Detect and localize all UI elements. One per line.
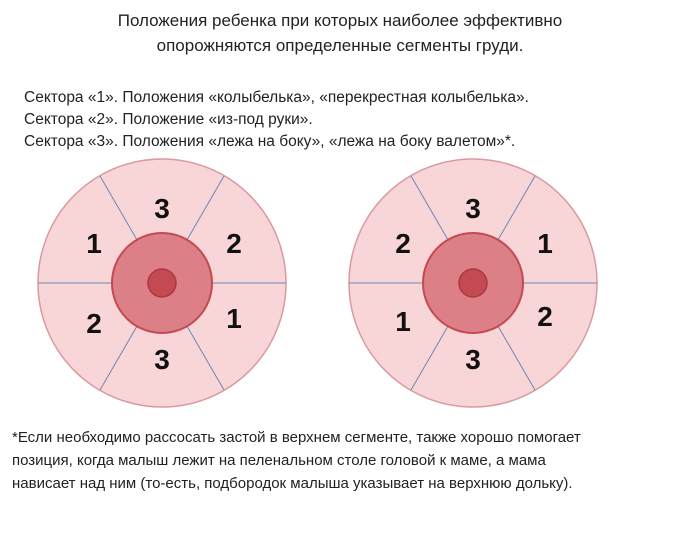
footnote: [12, 426, 672, 495]
footnote-line-2: позиция, когда малыш лежит на пеленальном столе головой к маме, а мама: [12, 452, 546, 469]
right-label-upper-left: 2: [395, 228, 411, 259]
left-breast: [38, 159, 286, 407]
right-label-upper-right: 1: [537, 228, 553, 259]
right-label-lower-right: 2: [537, 301, 553, 332]
footnote-line-3: нависает над ним (то-есть, подбородок малыша указывает на верхнюю дольку).: [12, 475, 573, 492]
right-label-lower-left: 1: [395, 306, 411, 337]
title-line-2: опорожняются определенные сегменты груди.: [156, 36, 524, 55]
sector-3-description: Сектора «3». Положения «лежа на боку», «лежа на боку валетом»*.: [24, 133, 516, 150]
footnote-line-1: *Если необходимо рассосать застой в верхнем сегменте, также хорошо помогает: [12, 429, 581, 446]
title-line-1: Положения ребенка при которых наиболее эффективно: [117, 11, 563, 30]
left-breast-nipple: [148, 269, 176, 297]
left-label-upper-right: 2: [226, 228, 242, 259]
right-breast-nipple: [459, 269, 487, 297]
left-label-bottom: 3: [154, 344, 170, 375]
left-label-lower-left: 2: [86, 308, 102, 339]
left-label-lower-right: 1: [226, 303, 242, 334]
sector-1-description: Сектора «1». Положения «колыбелька», «перекрестная колыбелька».: [24, 89, 529, 106]
right-label-top: 3: [465, 193, 481, 224]
left-label-top: 3: [154, 193, 170, 224]
sector-2-description: Сектора «2». Положение «из-под руки».: [24, 111, 313, 128]
right-label-bottom: 3: [465, 344, 481, 375]
left-label-upper-left: 1: [86, 228, 102, 259]
right-breast: [349, 159, 597, 407]
